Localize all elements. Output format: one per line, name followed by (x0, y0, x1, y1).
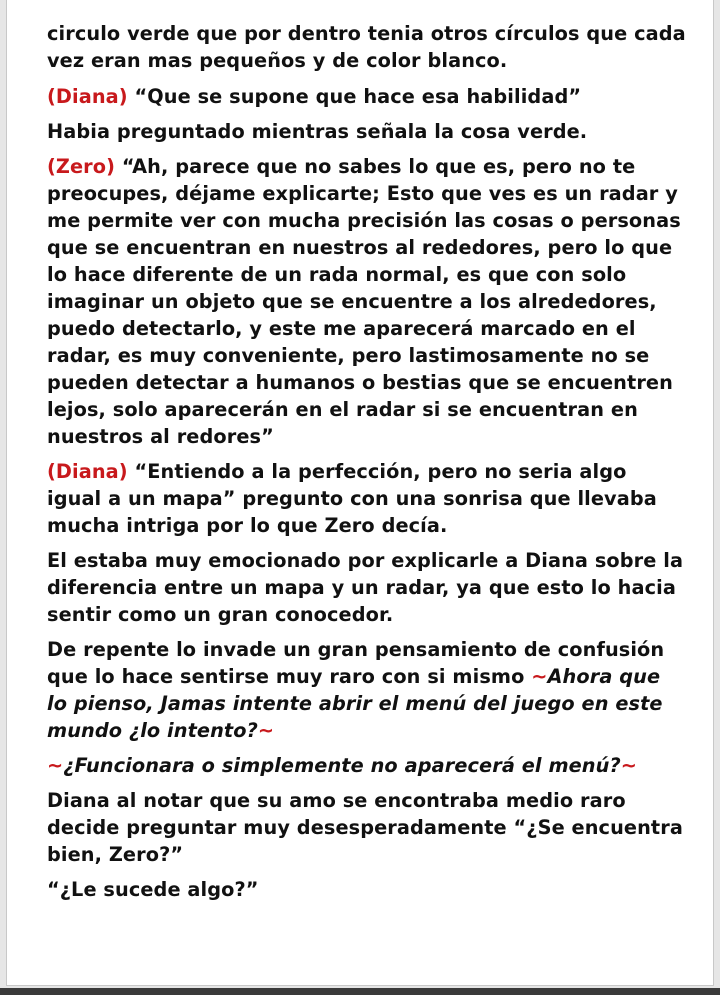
thought-text: ¿Funcionara o simplemente no aparecerá el menú? (63, 754, 621, 777)
tilde-mark: ~ (531, 665, 548, 688)
paragraph-5 (47, 458, 687, 539)
speaker-label: (Zero) (47, 155, 116, 178)
paragraph-3 (47, 118, 687, 145)
speaker-label: (Diana) (47, 85, 128, 108)
paragraph-text: circulo verde que por dentro tenia otros círculos que cada vez eran mas pequeños y de color blanco. (47, 22, 686, 72)
bottom-bar (0, 988, 720, 995)
paragraph-4 (47, 153, 687, 450)
story-text (47, 20, 687, 911)
thought-text: Ahora que lo pienso, Jamas intente abrir el menú del juego en este mundo ¿lo intento? (47, 665, 663, 742)
dialogue-text: “Que se supone que hace esa habilidad” (127, 85, 582, 108)
paragraph-1 (47, 20, 687, 74)
document-page (6, 0, 714, 986)
dialogue-text: “Entiendo a la perfección, pero no seria algo igual a un mapa” pregunto con una sonrisa que llevaba mucha intriga por lo que Zero decía. (47, 460, 657, 537)
paragraph-7 (47, 636, 687, 744)
paragraph-10 (47, 876, 687, 903)
paragraph-text: Diana al notar que su amo se encontraba medio raro decide preguntar muy desesperadamente “¿Se encuentra bien, Zero?” (47, 789, 683, 866)
speaker-label: (Diana) (47, 460, 128, 483)
tilde-mark: ~ (257, 719, 275, 742)
paragraph-text: Habia preguntado mientras señala la cosa verde. (47, 120, 588, 143)
tilde-mark: ~ (620, 754, 638, 777)
paragraph-9 (47, 787, 687, 868)
paragraph-text: De repente lo invade un gran pensamiento de confusión que lo hace sentirse muy raro con si mismo (47, 638, 665, 688)
paragraph-6 (47, 547, 687, 628)
paragraph-text: “¿Le sucede algo?” (47, 878, 259, 901)
dialogue-text: “Ah, parece que no sabes lo que es, pero no te preocupes, déjame explicarte; Esto que ves es un radar y me permite ver con mucha precisión las cosas o personas que se encuentran en nuestros al rededores, pero lo que lo hace diferente de un rada normal, es que con solo imaginar un objeto que se encuentre a los alrededores, puedo detectarlo, y este me aparecerá marcado en el radar, es muy conveniente, pero lastimosamente no se pueden detectar a humanos o bestias que se encuentren lejos, solo aparecerán en el radar si se encuentran en nuestros al redores” (47, 155, 681, 448)
paragraph-text: El estaba muy emocionado por explicarle a Diana sobre la diferencia entre un mapa y un radar, ya que esto lo hacia sentir como un gran conocedor. (47, 549, 684, 626)
tilde-mark: ~ (47, 754, 64, 777)
paragraph-8 (47, 752, 687, 779)
paragraph-2 (47, 83, 687, 110)
